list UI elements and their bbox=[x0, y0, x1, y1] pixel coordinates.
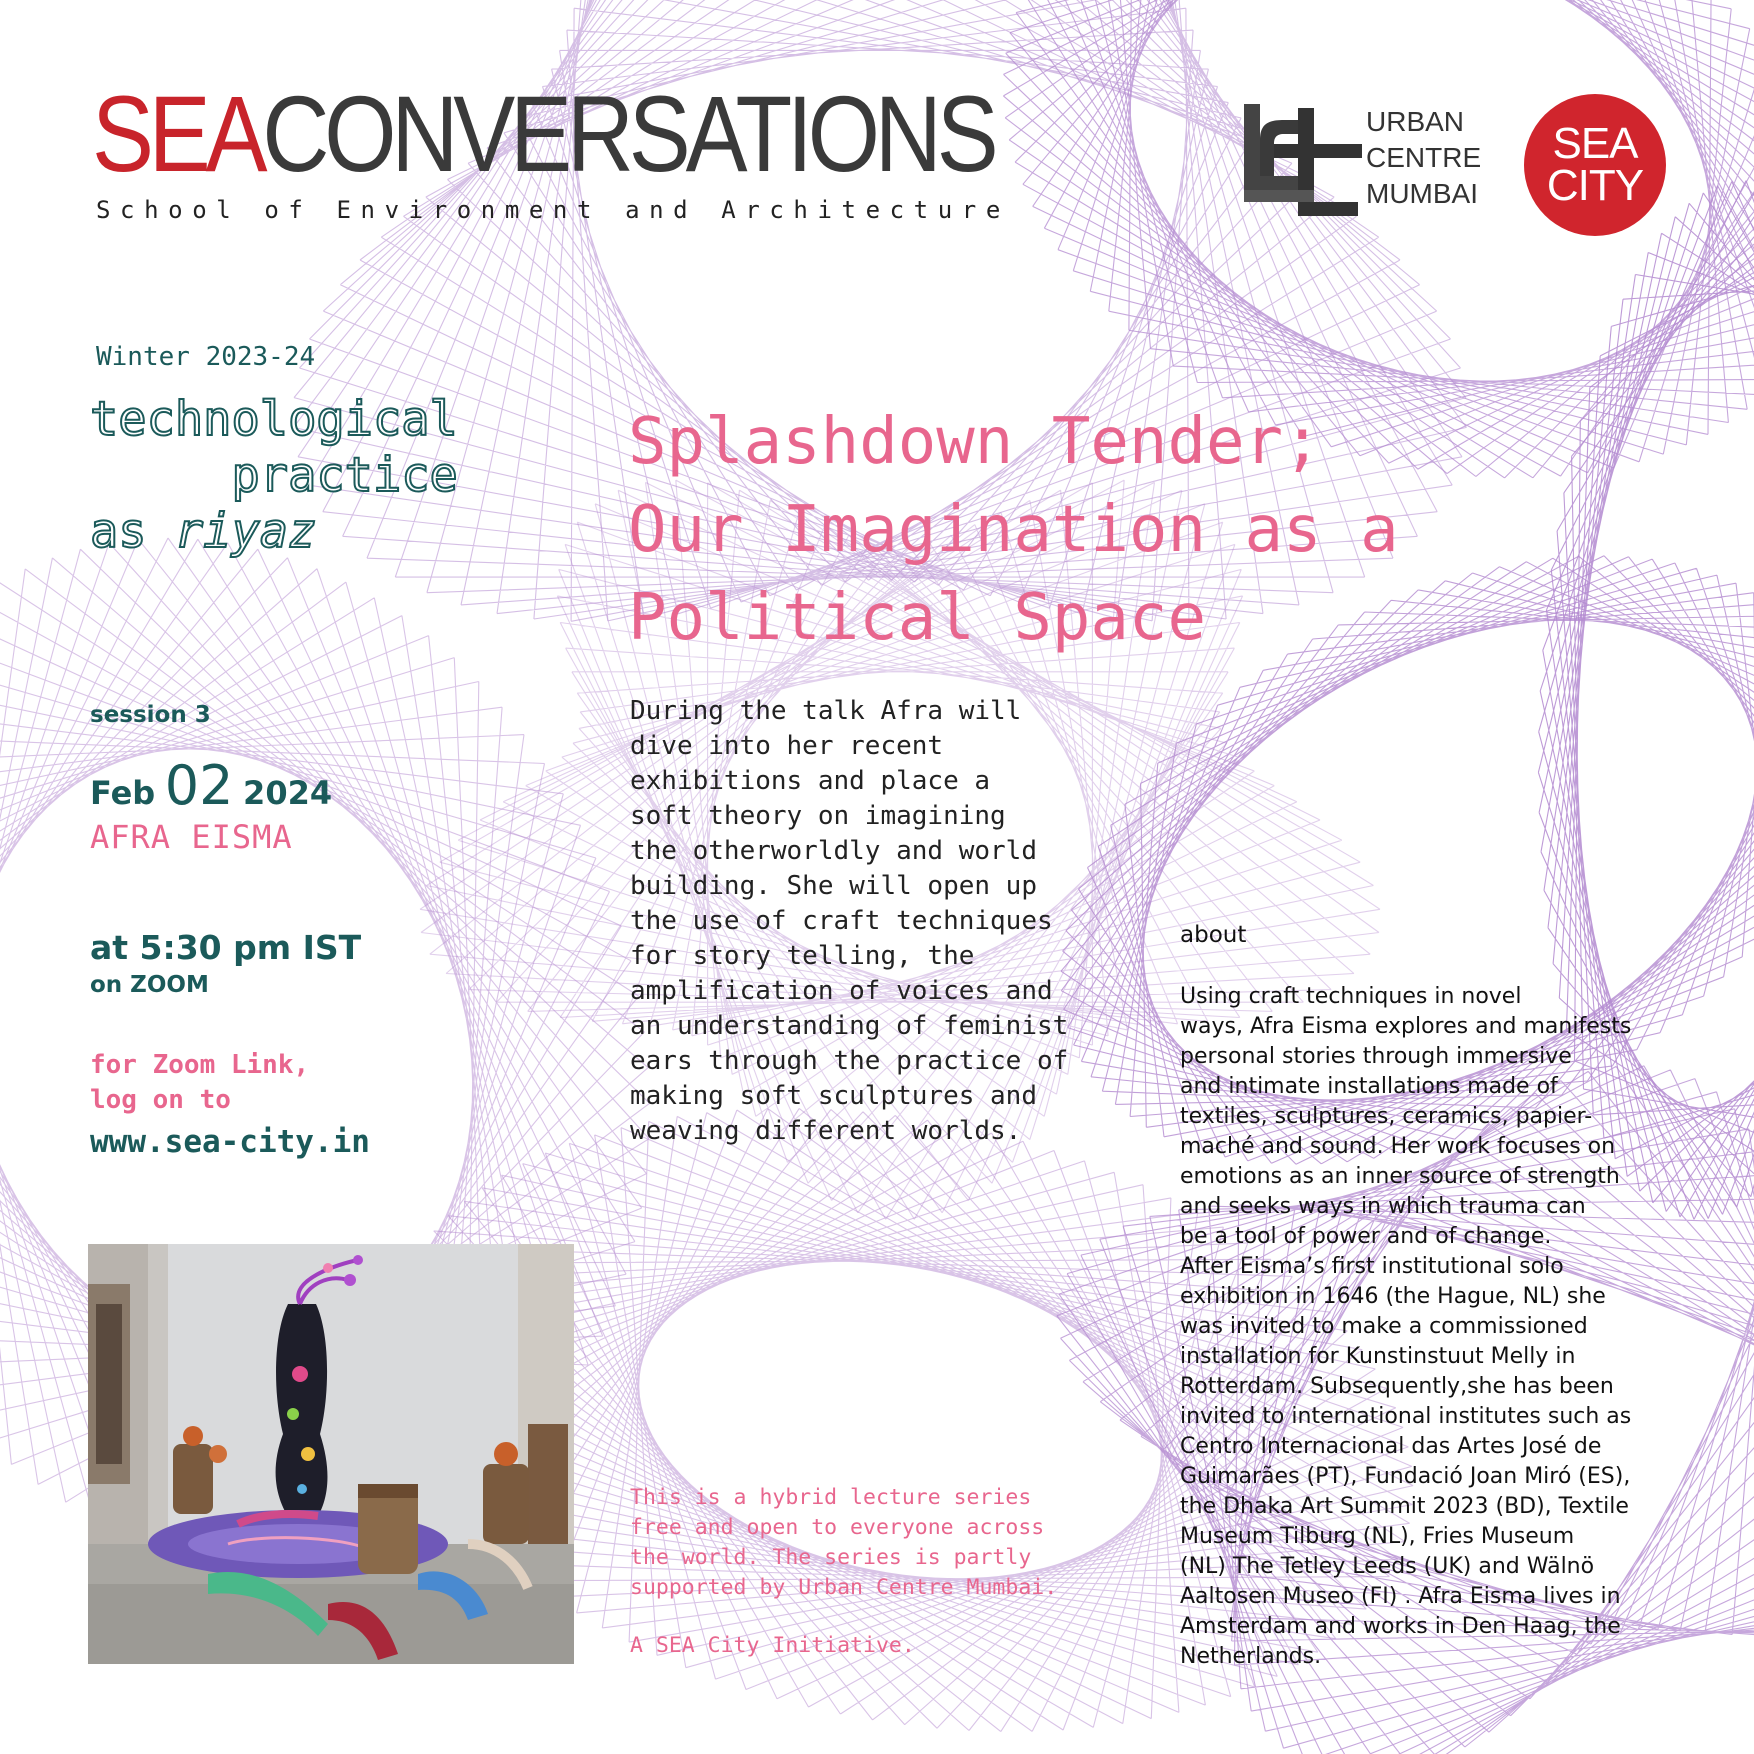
zoom-link-note: for Zoom Link, log on to bbox=[90, 1050, 310, 1115]
event-time: at 5:30 pm IST bbox=[90, 928, 362, 967]
theme-line-3: as bbox=[90, 504, 175, 559]
theme-riyaz: riyaz bbox=[174, 504, 317, 559]
about-text: Using craft techniques in novel ways, Afra Eisma explores and manifests personal stories through immersive and intimate installations made of textiles, sculptures, ceramics, papier- maché and sound. Her work focuses on emotions as an inner source of strength and seeks ways in which trauma can be a tool of power and of change. After Eisma’s first institutional solo exhibition in 1646 (the Hague, NL) she was invited to make a commissioned installation for Kunstinstuut Melly in Rotterdam. Subsequently,she has been invited to international institutes such as Centro Internacional das Artes José de Guimarães (PT), Fundació Joan Miró (ES), the Dhaka Art Summit 2023 (BD), Textile Museum Tilburg (NL), Fries Museum (NL) The Tetley Leeds (UK) and Wälnö Aaltosen Museo (FI) . Afra Eisma lives in Amsterdam and works in Den Haag, the Netherlands. bbox=[1180, 984, 1632, 1669]
sea-city-line-1: SEA bbox=[1552, 119, 1638, 168]
urban-centre-mumbai-label bbox=[1366, 104, 1481, 212]
theme-line-1: technological bbox=[90, 392, 458, 447]
theme-line-2: practice bbox=[231, 448, 458, 503]
sea-city-line-2: CITY bbox=[1546, 161, 1644, 210]
title-line-2: Our Imagination as a bbox=[628, 493, 1399, 567]
sea-city-logo bbox=[1524, 94, 1666, 236]
ucm-line-2: CENTRE bbox=[1366, 142, 1482, 173]
ucm-line-3: MUMBAI bbox=[1366, 178, 1478, 209]
talk-description: During the talk Afra will dive into her recent exhibitions and place a soft theory on imagining the otherworldly and world building. She will open up the use of craft techniques for story telling, the amplification of voices and an understanding of feminist ears through the practice of making soft sculptures and weaving different worlds. bbox=[630, 696, 1069, 1146]
urban-centre-logo-icon bbox=[1244, 104, 1362, 220]
event-platform: on ZOOM bbox=[90, 972, 209, 998]
initiative-note: A SEA City Initiative. bbox=[630, 1633, 915, 1658]
brand-sea: SEA bbox=[92, 73, 263, 194]
installation-photo bbox=[88, 1244, 574, 1664]
school-name: School of Environment and Architecture bbox=[96, 196, 1010, 224]
date-month: Feb bbox=[90, 774, 156, 812]
hybrid-series-note: This is a hybrid lecture series free and open to everyone across the world. The series is partly supported by Urban Centre Mumbai. bbox=[630, 1485, 1058, 1600]
title-line-1: Splashdown Tender; bbox=[628, 405, 1322, 479]
about-heading: about bbox=[1180, 922, 1247, 948]
date-day: 02 bbox=[164, 754, 234, 817]
date-year: 2024 bbox=[243, 774, 333, 812]
title-line-3: Political Space bbox=[628, 581, 1206, 655]
ucm-line-1: URBAN bbox=[1366, 106, 1465, 137]
talk-title bbox=[628, 398, 1399, 662]
speaker-name: AFRA EISMA bbox=[90, 818, 293, 856]
series-brand-title bbox=[92, 73, 994, 194]
season-label: Winter 2023-24 bbox=[96, 342, 316, 372]
event-date bbox=[90, 754, 332, 817]
series-theme bbox=[90, 392, 458, 560]
brand-conversations: CONVERSATIONS bbox=[262, 73, 994, 194]
website-link[interactable]: www.sea-city.in bbox=[90, 1124, 370, 1160]
session-label: session 3 bbox=[90, 702, 211, 728]
